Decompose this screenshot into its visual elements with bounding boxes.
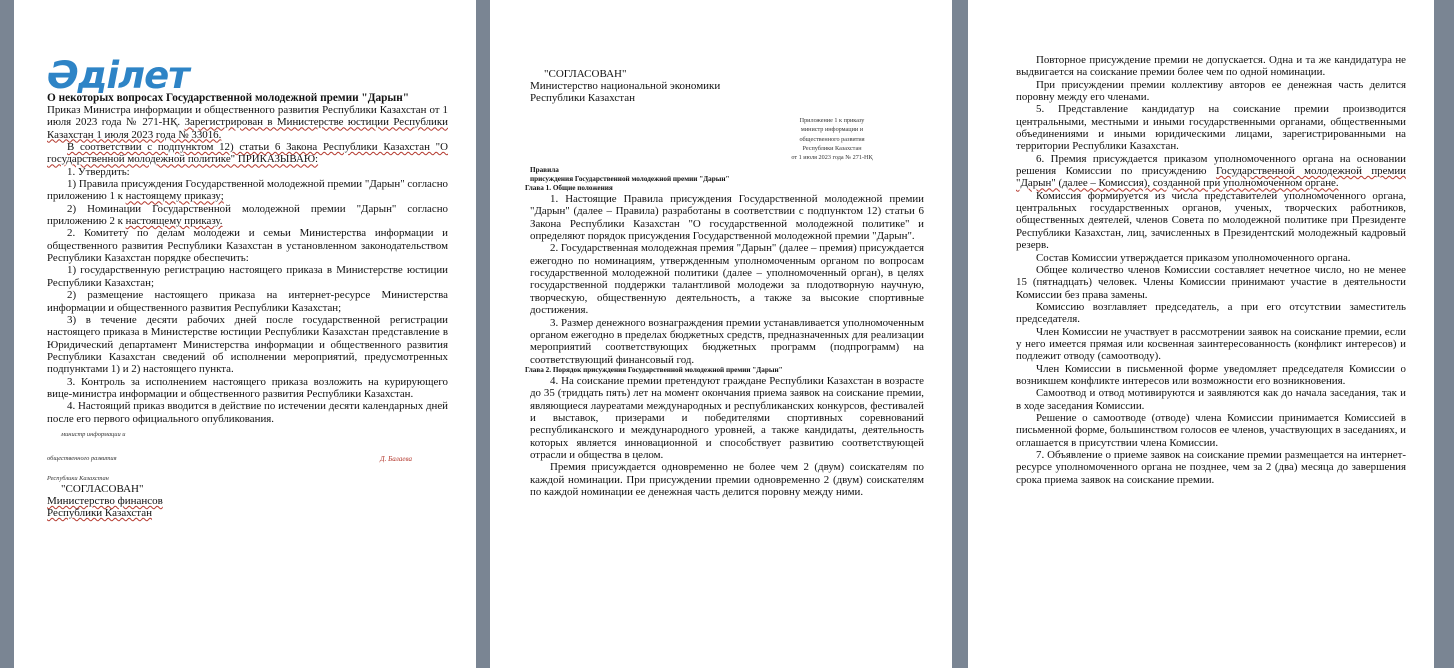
signature: Д. Балаева [380, 454, 412, 463]
rule-2: 2. Государственная молодежная премия "Дарын" (далее – премия) присуждается ежегодно по номинациям, утвержденным уполномоченным органом по вопросам государственной молодежной политики (далее – уполномоченный орган), в целях государственной поддержки талантливой молодежи за плодотворную научную, творческую, общественную деятельность, а также за высокие спортивные достижения. [530, 242, 924, 317]
order-link[interactable]: настоящему приказу; [125, 190, 224, 203]
paragraph-4: 4. Настоящий приказ вводится в действие по истечении десяти календарных дней после его первого официального опубликования. [47, 400, 448, 425]
rule-4-cont: Премия присуждается одновременно не более чем 2 (двум) соискателям по каждой номинации. При присуждении премии одновременно 2 (двум) соискателям по каждой номинации ее денежная часть делится поровну между ними. [530, 461, 924, 498]
rule-text: Комиссию возглавляет председатель, а при его отсутствии заместитель председателя. [1016, 300, 1406, 326]
rules-title: Правила [530, 166, 559, 175]
rule-text: При присуждении премии коллективу авторов ее денежная часть делится поровну между его членами. [1016, 78, 1406, 104]
document-page-1 [14, 0, 476, 668]
preamble: В соответствии с подпунктом 12) статьи 6 Закона Республики Казахстан "О государственной молодежной политике" ПРИКАЗЫВАЮ: [47, 141, 448, 166]
document-title: О некоторых вопросах Государственной молодежной премии "Дарын" [47, 92, 410, 104]
agreed-label: "СОГЛАСОВАН" [61, 482, 144, 495]
agreed-org-2: Республики Казахстан [47, 506, 153, 519]
document-page-2 [490, 0, 952, 668]
rule-text: Общее количество членов Комиссии составляет нечетное число, но не менее 15 (пятнадцать) человек. Члены Комиссии принимают участие в деятельности Комиссии без права замены. [1016, 263, 1406, 301]
rule-text: Комиссия формируется из числа представителей уполномоченного органа, центральных государственных органов, ученых, творческих работников, общественных деятелей, членов Совета по молодежной политике при Президенте Республики Казахстан, лиц, зачисленных в Президентский молодежный кадровый резерв. [1016, 189, 1406, 252]
agreed-org-2: Республики Казахстан [530, 92, 636, 104]
paragraph-1-1: 1) Правила присуждения Государственной молодежной премии "Дарын" согласно приложению 1 к настоящему приказу; [47, 178, 448, 203]
rule-text: Решение о самоотводе (отводе) члена Комиссии принимается Комиссией в письменной форме, большинством голосов ее членов, участвующих в заседаниях, и оглашается в присутствии члена Комиссии. [1016, 411, 1406, 449]
registration-link[interactable]: Зарегистрирован в Министерстве юстиции Республики Казахстан 1 июля 2023 года № 33016. [47, 116, 448, 141]
document-page-3 [968, 0, 1434, 668]
signer-title-2: общественного развития [47, 454, 117, 462]
rule-text: Член Комиссии в письменной форме уведомляет председателя Комиссии о возникшем конфликте интересов или возможности его возникновения. [1016, 362, 1406, 387]
paragraph-1: 1. Утвердить: [67, 165, 130, 178]
rule-text: Состав Комиссии утверждается приказом уполномоченного органа. [1036, 251, 1351, 264]
order-link[interactable]: настоящему приказу. [125, 215, 223, 228]
rule-7: 7. Объявление о приеме заявок на соискание премии размещается на интернет-ресурсе уполномоченного органа не позднее, чем за 2 (два) месяца до завершения срока приема заявок на соискание премии. [1016, 449, 1406, 486]
signer-title-1: министр информации и [61, 430, 126, 438]
rule-1: 1. Настоящие Правила присуждения Государственной молодежной премии "Дарын" (далее – Правила) разработаны в соответствии с подпунктом 12) статьи 6 Закона Республики Казахстан "О государственной молодежной политике" и определяют порядок присуждения Государственной молодежной премии "Дарын". [530, 193, 924, 243]
chapter-2-heading: Глава 2. Порядок присуждения Государственной молодежной премии "Дарын" [525, 365, 783, 374]
rule-text: Самоотвод и отвод мотивируются и заявляются как до начала заседания, так и в ходе заседания Комиссии. [1016, 387, 1406, 412]
signature-row [47, 455, 448, 463]
annex-note: Приложение 1 к приказу министр информации и общественного развития Республики Казахстан от 1 июля 2023 года № 271-НҚ [791, 117, 873, 162]
adilet-logo: Әділет [47, 54, 189, 97]
commission-link[interactable]: Государственной молодежной премии "Дарын" (далее – Комиссия), созданной при уполномоченном органе. [1016, 165, 1406, 190]
paragraph-2-3: 3) в течение десяти рабочих дней после государственной регистрации настоящего приказа в Министерстве юстиции Республики Казахстан представление в Юридический департамент Министерства информации и общественного развития Республики Казахстан сведений об исполнении мероприятий, предусмотренных подпунктами 1) и 2) настоящего пункта. [47, 313, 448, 376]
chapter-1-heading: Глава 1. Общие положения [525, 184, 613, 193]
rules-subtitle: присуждения Государственной молодежной премии "Дарын" [530, 175, 730, 184]
agreed-org-1: Министерство финансов [47, 494, 163, 507]
paragraph-3: 3. Контроль за исполнением настоящего приказа возложить на курирующего вице-министра информации и общественного развития Республики Казахстан. [47, 375, 448, 400]
paragraph-2-2: 2) размещение настоящего приказа на интернет-ресурсе Министерства информации и общественного развития Республики Казахстан; [47, 289, 448, 314]
rule-4: 4. На соискание премии претендуют граждане Республики Казахстан в возрасте до 35 (тридцать пять) лет на момент окончания приема заявок на соискание премии, являющиеся лауреатами международных и республиканских конкурсов, фестивалей и выставок, призерами и победителями спортивных соревнований республиканского и международного уровней, а также кандидаты, деятельность которых является инновационной и способствует развитию соответствующей отрасли и общества в целом. [530, 374, 924, 461]
signer-title-3: Республики Казахстан [47, 474, 109, 482]
rule-text: Член Комиссии не участвует в рассмотрении заявок на соискание премии, если у него имеется прямая или косвенная заинтересованность (конфликт интересов) и подлежит отводу (самоотводу). [1016, 325, 1406, 363]
agreed-label: "СОГЛАСОВАН" [544, 68, 627, 80]
paragraph-1-2: 2) Номинации Государственной молодежной премии "Дарын" согласно приложению 2 к настоящему приказу. [47, 202, 448, 228]
agreed-org-1: Министерство национальной экономики [530, 80, 721, 92]
rule-6: 6. Премия присуждается приказом уполномоченного органа на основании решения Комиссии по присуждению Государственной молодежной премии "Дарын" (далее – Комиссия), созданной при уполномоченном органе. [1016, 152, 1406, 190]
rule-5: 5. Представление кандидатур на соискание премии производится центральными, местными и иными государственными органами, общественными объединениями и иными юридическими лицами, зарегистрированными на территории Республики Казахстан. [1016, 103, 1406, 153]
paragraph-2-1: 1) государственную регистрацию настоящего приказа в Министерстве юстиции Республики Казахстан; [47, 264, 448, 289]
order-intro: Приказ Министра информации и общественного развития Республики Казахстан от 1 июля 2023 года № 271-НҚ. Зарегистрирован в Министерстве юстиции Республики Казахстан 1 июля 2023 года № 33016. [47, 104, 448, 141]
rule-3: 3. Размер денежного вознаграждения премии устанавливается уполномоченным органом ежегодно в пределах бюджетных средств, предназначенных для реализации мероприятий соответствующих бюджетных программ (подпрограмм) на соответствующий финансовый год. [530, 316, 924, 366]
paragraph-2: 2. Комитету по делам молодежи и семьи Министерства информации и общественного развития Республики Казахстан в установленном законодательством Республики Казахстан порядке обеспечить: [47, 227, 448, 265]
rule-text: Повторное присуждение премии не допускается. Одна и та же кандидатура не выдвигается на соискание премии более чем по одной номинации. [1016, 54, 1406, 79]
